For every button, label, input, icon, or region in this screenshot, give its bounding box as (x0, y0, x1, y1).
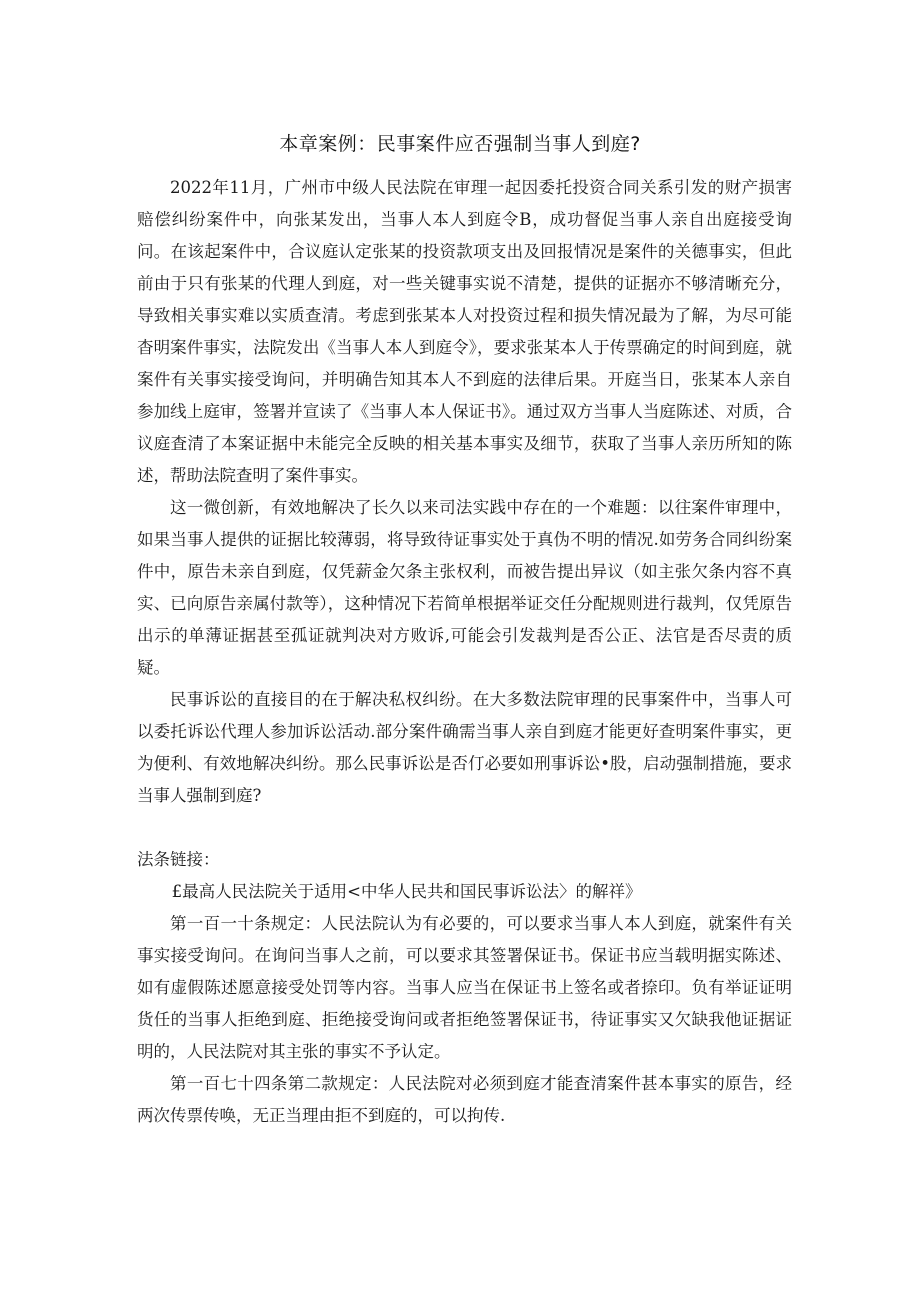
source-title: £最高人民法院关于适用<中华人民共和国民事诉讼法〉的解祥》 (171, 882, 642, 901)
section-label: 法条链接： (137, 850, 220, 869)
document-body (137, 172, 792, 1132)
paragraph-question: 民事诉讼的直接目的在于解决私权纠纷。在大多数法院审理的民事案件中，当事人可以委托诉讼代理人参加诉讼活动.部分案件确需当事人亲自到庭才能更好查明案件事实，更为便利、有效地解决纠纷。那么民事诉讼是否仃必要如刑事诉讼•股，启动强制措施，要求当事人强制到庭? (137, 690, 792, 805)
paragraph-innovation: 这一微创新，有效地解决了长久以来司法实践中存在的一个难题：以往案件审理中，如果当事人提供的证据比较薄弱，将导致待证事实处于真伪不明的情况.如劳务合同纠纷案件中，原告未亲自到庭，仅凭薪金欠条主张权利，而被告提出异议（如主张欠条内容不真实、已向原告亲属付款等），这种情况下若简单根据举证交任分配规则进行裁判，仅凭原告出示的单薄证据甚至孤证就判决对方败诉,可能会引发裁判是否公正、法官是否尽责的质疑。 (137, 498, 792, 677)
document-title: 本章案例：民事案件应否强制当事人到庭? (279, 133, 641, 155)
section-gap (137, 812, 792, 844)
article-174: 第一百七十四条第二款规定：人民法院对必须到庭才能査清案件甚本事实的原告，经两次传票传唤，无正当理由拒不到庭的，可以拘传. (137, 1074, 792, 1125)
article-110: 第一百一十条规定：人民法院认为有必要的，可以要求当事人本人到庭，就案件有关事实接受询问。在询问当事人之前，可以要求其签署保证书。保证书应当载明据实陈述、如有虚假陈述愿意接受处罚等内容。当事人应当在保证书上签名或者捺印。负有举证证明货任的当事人拒绝到庭、拒绝接受询问或者拒绝签署保证书，待证事实又欠缺我他证据证明的，人民法院对其主张的事实不予认定。 (137, 914, 792, 1061)
paragraph-case-summary: 2022年11月，广州市中级人民法院在审理一起因委托投资合同关系引发的财产损害赔偿纠纷案件中，向张某发出，当事人本人到庭令B，成功督促当事人亲自出庭接受询问。在该起案件中，合议庭认定张某的投资款项支出及回报情况是案件的关德事实，但此前由于只有张某的代理人到庭，对一些关键事实说不清楚，提供的证据亦不够清晰充分，导致相关事实难以实质查清。考虑到张某本人对投资过程和损失情况最为了解，为尽可能杳明案件事实，法院发出《当事人本人到庭令》，要求张某本人于传票确定的时间到庭，就案件有关事实接受询问，并明确告知其本人不到庭的法律后果。开庭当日，张某本人亲自参加线上庭审，签署并宣读了《当事人本人保证书》。通过双方当事人当庭陈述、对质，合议庭査清了本案证据中未能完全反映的相关基本事实及细节，获取了当事人亲历所知的陈述，帮助法院查明了案件事实。 (137, 178, 792, 485)
